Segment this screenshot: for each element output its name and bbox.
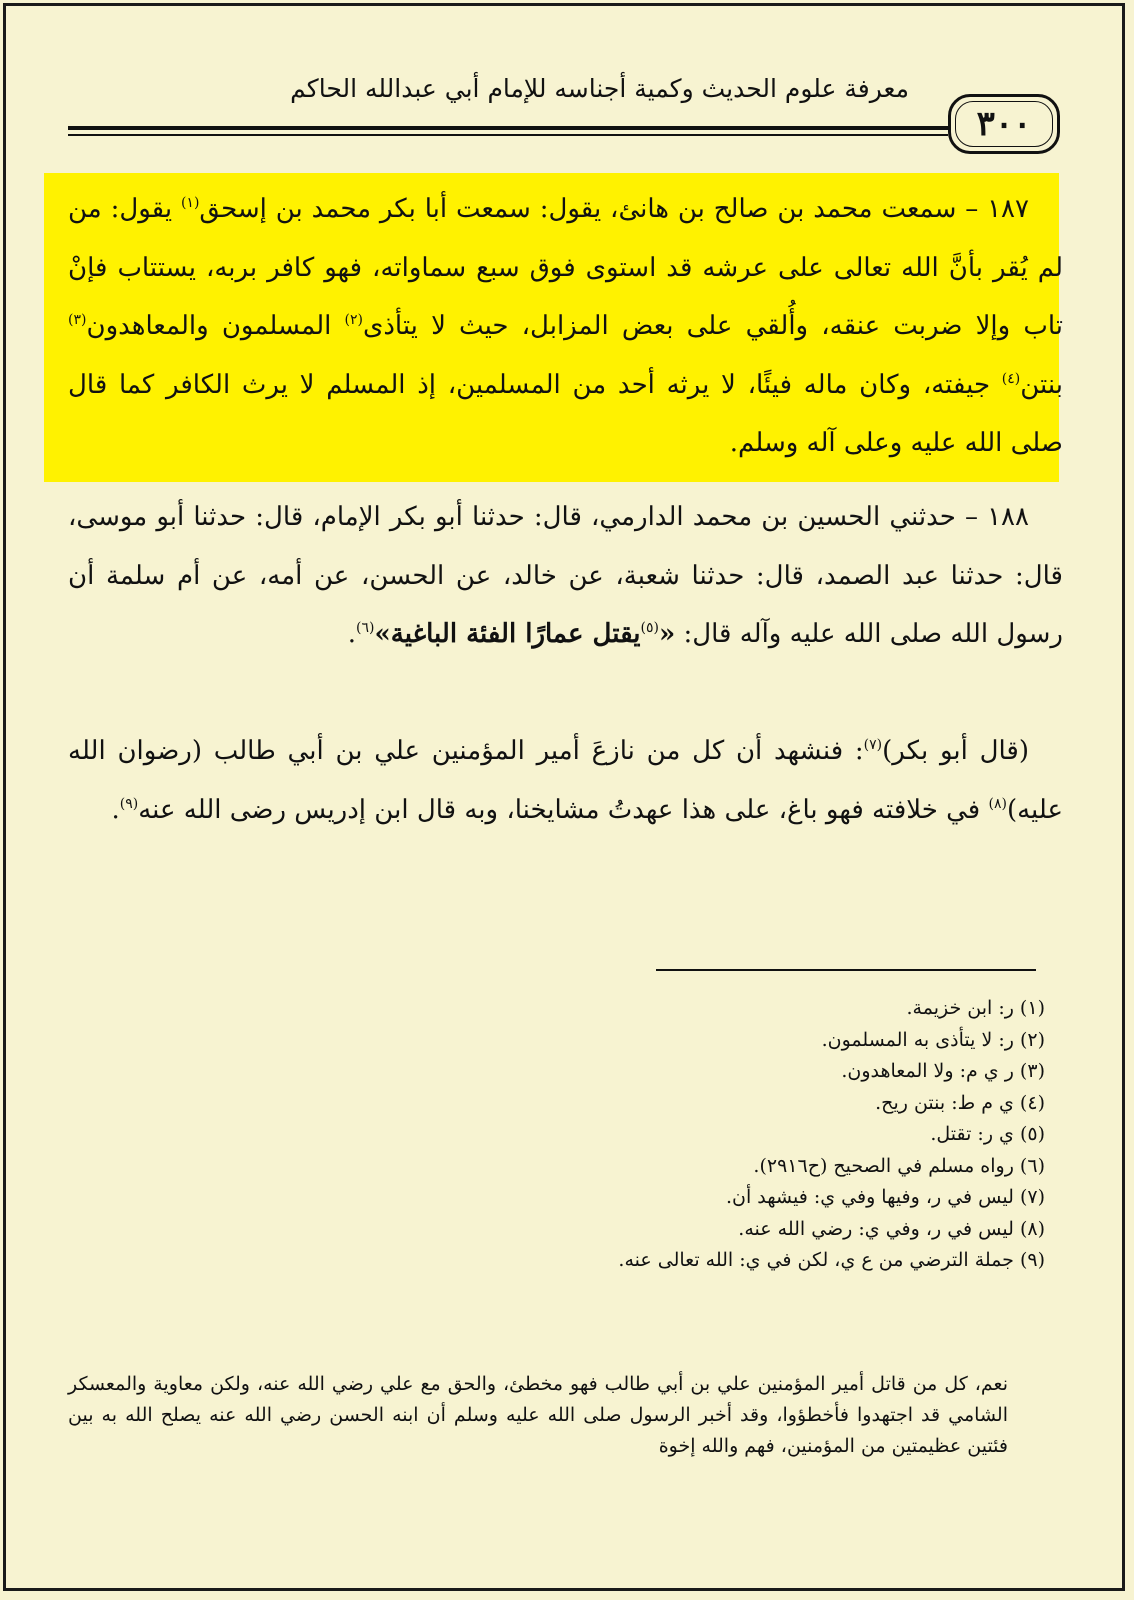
footnote-ref: (٦) bbox=[356, 620, 375, 636]
running-title: معرفة علوم الحديث وكمية أجناسه للإمام أبي عبدالله الحاكم bbox=[290, 74, 909, 103]
footnote-ref: (٢) bbox=[344, 312, 363, 328]
footnote-ref: (٥) bbox=[640, 620, 659, 636]
footnote-ref: (٣) bbox=[68, 312, 87, 328]
footnote-item: (٨) ليس في ر، وفي ي: رضي الله عنه. bbox=[738, 1217, 1045, 1240]
footnotes bbox=[68, 993, 1045, 1277]
footnote-item: (٢) ر: لا يتأذى به المسلمون. bbox=[821, 1028, 1045, 1051]
footnote-9-continuation: نعم، كل من قاتل أمير المؤمنين علي بن أبي طالب فهو مخطئ، والحق مع علي رضي الله عنه، ولكن معاوية والمعسكر الشامي قد اجتهدوا فأخطؤوا، وقد أخبر الرسول صلى الله عليه وسلم أن ابنه الحسن رضي الله عنه يصلح الله به بين فئتين عظيمتين من المؤمنين، فهم والله إخوة bbox=[68, 1373, 1008, 1457]
paragraph-number: ١٨٧ bbox=[987, 194, 1029, 224]
text-segment: (قال أبو بكر) bbox=[882, 736, 1030, 766]
footnote-ref: (٧) bbox=[863, 737, 883, 753]
footnote-item: (٣) ر ي م: ولا المعاهدون. bbox=[841, 1060, 1045, 1082]
text-segment: . bbox=[111, 794, 120, 825]
footnote-ref: (٩) bbox=[119, 795, 139, 812]
footnote-ref: (٤) bbox=[1001, 370, 1021, 387]
footnote-item: (٦) رواه مسلم في الصحيح (ح٢٩١٦). bbox=[753, 1154, 1045, 1177]
paragraph-188 bbox=[68, 488, 1063, 664]
paragraph-number: ١٨٨ bbox=[987, 502, 1029, 532]
paragraph-187 bbox=[68, 180, 1063, 473]
header-rule-thin bbox=[68, 134, 948, 136]
hadith-quote: يقتل عمارًا الفئة الباغية bbox=[390, 619, 641, 649]
footnote-item: (٥) ي ر: تقتل. bbox=[930, 1123, 1045, 1145]
text-segment: : فنشهد أن كل من نازعَ أمير المؤمنين علي بن أبي طالب (رضوان الله عليه) bbox=[68, 736, 1063, 825]
text-segment: . bbox=[347, 619, 357, 649]
text-segment: – سمعت محمد بن صالح بن هانئ، يقول: سمعت أبا بكر محمد بن إسحق bbox=[199, 194, 988, 224]
footnote-item: (١) ر: ابن خزيمة. bbox=[906, 997, 1045, 1019]
text-segment: – حدثني الحسين بن محمد الدارمي، قال: حدثنا أبو بكر الإمام، قال: حدثنا أبو موسى، قال: حدثنا عبد الصمد، قال: حدثنا شعبة، عن خالد، عن الحسن، عن أمه، عن أم سلمة أن رسول الله صلى الله عليه وآله قال: bbox=[68, 502, 1063, 649]
header-rule-thick bbox=[68, 126, 948, 130]
quote-mark: » bbox=[374, 619, 391, 649]
footnote-item: (٧) ليس في ر، وفيها وفي ي: فيشهد أن. bbox=[725, 1186, 1045, 1208]
footnote-separator bbox=[656, 969, 1036, 971]
footnote-ref: (٨) bbox=[988, 795, 1007, 812]
page-number bbox=[948, 94, 1060, 154]
paragraph-abu-bakr bbox=[68, 722, 1063, 839]
page-header bbox=[0, 0, 1134, 175]
text-segment: المسلمون والمعاهدون bbox=[86, 311, 345, 341]
text-segment: يقول: من لم يُقر بأنَّ الله تعالى على عرشه قد استوى فوق سبع سماواته، فهو كافر بربه، يستتاب فإنْ تاب وإلا ضربت عنقه، وأُلقي على بعض المزابل، حيث لا يتأذى bbox=[68, 194, 1063, 341]
footnote-item: (٩) جملة الترضي من ع ي، لكن في ي: الله تعالى عنه. bbox=[618, 1249, 1045, 1271]
footnote-item: (٤) ي م ط: بنتن ريح. bbox=[875, 1091, 1045, 1114]
page-number-text: ٣٠٠ bbox=[976, 104, 1032, 144]
text-segment: في خلافته فهو باغ، على هذا عهدتُ مشايخنا، وبه قال ابن إدريس رضى الله عنه bbox=[138, 794, 989, 825]
quote-mark: « bbox=[658, 619, 676, 649]
footnote-ref: (١) bbox=[180, 195, 200, 211]
text-segment: بنتن bbox=[1020, 369, 1063, 400]
text-segment: جيفته، وكان ماله فيئًا، لا يرثه أحد من المسلمين، إذ المسلم لا يرث الكافر كما قال صلى الله عليه وعلى آله وسلم. bbox=[68, 369, 1063, 458]
